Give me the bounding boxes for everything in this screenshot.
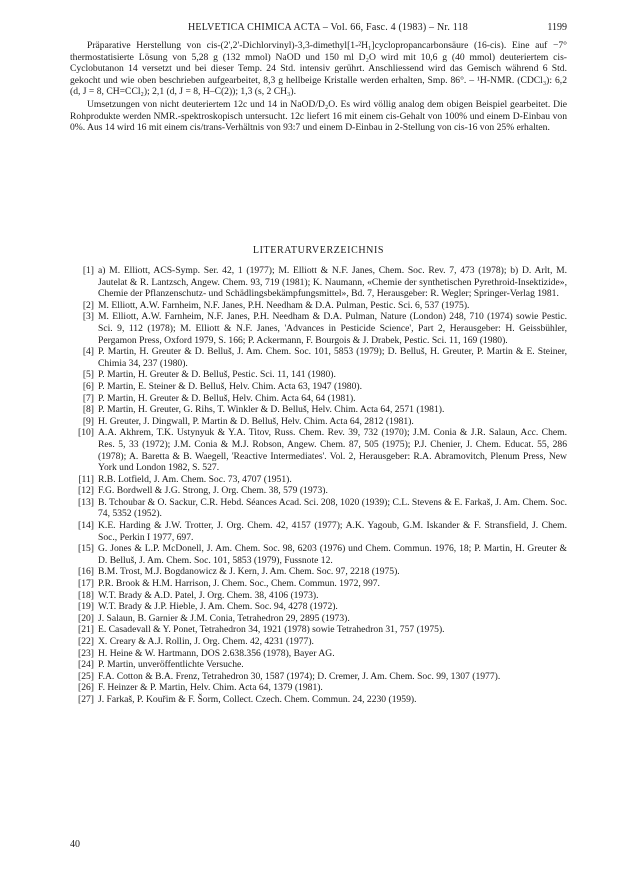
reference-number: [1] bbox=[82, 265, 94, 276]
reference-number: [4] bbox=[82, 346, 94, 358]
reference-text: F. Heinzer & P. Martin, Helv. Chim. Acta 64, 1379 (1981). bbox=[98, 682, 323, 694]
reference-number: [25] bbox=[78, 670, 94, 682]
reference-item bbox=[70, 601, 567, 613]
reference-number: [14] bbox=[78, 520, 94, 532]
reference-number: [7] bbox=[82, 392, 94, 404]
reference-number: [11] bbox=[78, 473, 94, 485]
paragraph-preparative: Präparative Herstellung von cis-(2',2'-Dichlorvinyl)-3,3-dimethyl[1-²H₁]cyclopropancarbonsäure (16-cis). Eine auf −7° thermostatisierte Lösung von 5,28 g (132 mmol) NaOD und 150 ml D₂O wird mit 10,6 g (40 mmol) deuteriertem cis-Cyclobutanon 14 versetzt und bei dieser Temp. 24 Std. intensiv gerührt. Anschliessend wird das Gemisch während 6 Std. gekocht und wie oben beschrieben aufgearbeitet, 8,3 g hellbeige Kristalle werden erhalten, Smp. 86°. – ¹H-NMR. (CDCl₃): 6,2 (d, J = 8, CH=CCl₂); 2,1 (d, J = 8, H–C(2)); 1,3 (s, 2 CH₃). bbox=[70, 40, 567, 98]
reference-text: P. Martin, H. Greuter, G. Rihs, T. Winkler & D. Belluš, Helv. Chim. Acta 64, 2571 (1981). bbox=[98, 404, 445, 416]
paragraph-reactions: Umsetzungen von nicht deuteriertem 12c und 14 in NaOD/D₂O. Es wird völlig analog dem obigen Beispiel gearbeitet. Die Rohprodukte werden NMR.-spektroskopisch untersucht. 12c liefert 16 mit einem cis-Gehalt von 100% und einem D-Einbau von 0%. Aus 14 wird 16 mit einem cis/trans-Verhältnis von 93:7 und einem D-Einbau in 2-Stellung von cis-16 von 25% erhalten. bbox=[70, 98, 567, 134]
reference-text: P. Martin, E. Steiner & D. Belluš, Helv. Chim. Acta 63, 1947 (1980). bbox=[98, 380, 362, 392]
reference-number: [9] bbox=[82, 415, 94, 427]
reference-item bbox=[70, 636, 567, 648]
running-title: HELVETICA CHIMICA ACTA – Vol. 66, Fasc. 4 (1983) – Nr. 118 bbox=[188, 22, 468, 33]
reference-item bbox=[70, 671, 567, 683]
reference-number: [19] bbox=[78, 601, 94, 613]
reference-text: W.T. Brady & A.D. Patel, J. Org. Chem. 38, 4106 (1973). bbox=[98, 589, 319, 601]
reference-number: [16] bbox=[78, 566, 94, 578]
reference-item bbox=[70, 485, 567, 497]
reference-number: [6] bbox=[82, 380, 94, 392]
reference-item bbox=[70, 311, 567, 346]
reference-text: F.G. Bordwell & J.G. Strong, J. Org. Chem. 38, 579 (1973). bbox=[98, 485, 328, 497]
reference-item bbox=[70, 300, 567, 312]
reference-item bbox=[70, 590, 567, 602]
reference-item bbox=[70, 543, 567, 566]
reference-item bbox=[70, 648, 567, 660]
reference-number: [12] bbox=[78, 485, 94, 497]
reference-item bbox=[70, 659, 567, 671]
reference-number: [3] bbox=[82, 311, 94, 323]
reference-text: P. Martin, unveröffentlichte Versuche. bbox=[98, 659, 244, 671]
reference-text: R.B. Lotfield, J. Am. Chem. Soc. 73, 4707 (1951). bbox=[98, 473, 292, 485]
reference-text: H. Greuter, J. Dingwall, P. Martin & D. Belluš, Helv. Chim. Acta 64, 2812 (1981). bbox=[98, 415, 414, 427]
reference-text: H. Heine & W. Hartmann, DOS 2.638.356 (1978), Bayer AG. bbox=[98, 647, 335, 659]
reference-text: F.A. Cotton & B.A. Frenz, Tetrahedron 30, 1587 (1974); D. Cremer, J. Am. Chem. Soc. 99, 1307 (1977). bbox=[98, 670, 501, 682]
reference-text: A.A. Akhrem, T.K. Ustynyuk & Y.A. Titov, Russ. Chem. Rev. 39, 732 (1970); J.M. Conia & J.R. Salaun, Acc. Chem. Res. 5, 33 (1972); J.M. Conia & M.J. Robson, Angew. Chem. 87, 505 (1975); P.J. Chenier, J. Chem. Educat. 55, 286 (1978); A. Baretta & B. Waegell, 'Reactive Intermediates'. Vol. 2, Herausgeber: R.A. Abramovitch, Plenum Press, New York und London 1982, S. 527. bbox=[98, 427, 567, 474]
reference-text: J. Farkaš, P. Kouřim & F. Šorm, Collect. Czech. Chem. Commun. 24, 2230 (1959). bbox=[98, 693, 417, 705]
reference-number: [10] bbox=[78, 427, 94, 439]
reference-text: J. Salaun, B. Garnier & J.M. Conia, Tetrahedron 29, 2895 (1973). bbox=[98, 612, 350, 624]
footer-number: 40 bbox=[70, 839, 80, 850]
reference-item bbox=[70, 566, 567, 578]
reference-item bbox=[70, 578, 567, 590]
reference-number: [20] bbox=[78, 612, 94, 624]
reference-item bbox=[70, 393, 567, 405]
reference-item bbox=[70, 624, 567, 636]
reference-item bbox=[70, 694, 567, 706]
reference-item bbox=[70, 613, 567, 625]
references-heading: LITERATURVERZEICHNIS bbox=[252, 245, 385, 256]
reference-text: P.R. Brook & H.M. Harrison, J. Chem. Soc., Chem. Commun. 1972, 997. bbox=[98, 578, 380, 590]
reference-text: a) M. Elliott, ACS-Symp. Ser. 42, 1 (1977); M. Elliott & N.F. Janes, Chem. Soc. Rev. 7, 473 (1978); b) D. Arlt, M. Jautelat & R. Lantzsch, Angew. Chem. 93, 719 (1981); K. Naumann, «Chemie der synthetischen Pyrethroid-Insektizide», Chemie der Pflanzenschutz- und Schädlingsbekämpfungsmittel», Bd. 7, Herausgeber: R. Wegler; Springer-Verlag 1981. bbox=[98, 265, 567, 300]
reference-text: P. Martin, H. Greuter & D. Belluš, J. Am. Chem. Soc. 101, 5853 (1979); D. Belluš, H. Greuter, P. Martin & E. Steiner, Chimia 34, 237 (1980). bbox=[98, 346, 567, 369]
reference-text: G. Jones & L.P. McDonell, J. Am. Chem. Soc. 98, 6203 (1976) und Chem. Commun. 1976, 18; P. Martin, H. Greuter & D. Belluš, J. Am. Chem. Soc. 101, 5853 (1979), Fussnote 12. bbox=[98, 543, 567, 566]
reference-text: E. Casadevall & Y. Ponet, Tetrahedron 34, 1921 (1978) sowie Tetrahedron 31, 757 (1975). bbox=[98, 624, 445, 636]
reference-item bbox=[70, 427, 567, 473]
reference-text: P. Martin, H. Greuter & D. Belluš, Pestic. Sci. 11, 141 (1980). bbox=[98, 369, 336, 381]
reference-item bbox=[70, 682, 567, 694]
reference-item bbox=[70, 381, 567, 393]
reference-item bbox=[70, 416, 567, 428]
page-number: 1199 bbox=[547, 22, 567, 33]
reference-number: [24] bbox=[78, 659, 94, 671]
reference-number: [17] bbox=[78, 578, 94, 590]
reference-number: [2] bbox=[82, 299, 94, 311]
reference-number: [18] bbox=[78, 589, 94, 601]
reference-number: [23] bbox=[78, 647, 94, 659]
reference-text: B. Tchoubar & O. Sackur, C.R. Hebd. Séances Acad. Sci. 208, 1020 (1939); C.L. Stevens & E. Farkaš, J. Am. Chem. Soc. 74, 5352 (1952). bbox=[98, 496, 567, 520]
reference-number: [26] bbox=[78, 682, 94, 694]
page-header bbox=[70, 21, 567, 35]
reference-text: P. Martin, H. Greuter & D. Belluš, Helv. Chim. Acta 64, 64 (1981). bbox=[98, 392, 356, 404]
body-text bbox=[70, 40, 567, 134]
reference-item bbox=[70, 265, 567, 300]
reference-number: [22] bbox=[78, 636, 94, 647]
reference-list bbox=[70, 265, 567, 706]
reference-text: W.T. Brady & J.P. Hieble, J. Am. Chem. Soc. 94, 4278 (1972). bbox=[98, 601, 338, 613]
reference-text: B.M. Trost, M.J. Bogdanowicz & J. Kern, J. Am. Chem. Soc. 97, 2218 (1975). bbox=[98, 566, 400, 578]
reference-item bbox=[70, 474, 567, 486]
reference-text: M. Elliott, A.W. Farnheim, N.F. Janes, P.H. Needham & D.A. Pulman, Nature (London) 248, 710 (1974) sowie Pestic. Sci. 9, 112 (1978); M. Elliott & N.F. Janes, 'Advances in Pesticide Science', Part 2, Herausgeber: H. Geissbühler, Pergamon Press, Oxford 1979, S. 166; P. Ackermann, F. Bourgois & J. Drabek, Pestic. Sci. 11, 169 (1980). bbox=[98, 311, 567, 346]
reference-item bbox=[70, 404, 567, 416]
reference-item bbox=[70, 346, 567, 369]
reference-number: [21] bbox=[78, 624, 94, 636]
reference-number: [27] bbox=[78, 693, 94, 705]
reference-text: X. Creary & A.J. Rollin, J. Org. Chem. 42, 4231 (1977). bbox=[98, 636, 314, 647]
reference-number: [13] bbox=[78, 496, 94, 508]
reference-text: K.E. Harding & J.W. Trotter, J. Org. Chem. 42, 4157 (1977); A.K. Yagoub, G.M. Iskander & F. Stransfield, J. Chem. Soc., Perkin I 1977, 697. bbox=[98, 520, 567, 543]
reference-number: [5] bbox=[82, 369, 94, 381]
reference-number: [15] bbox=[78, 543, 94, 555]
reference-item bbox=[70, 520, 567, 543]
reference-item bbox=[70, 369, 567, 381]
reference-text: M. Elliott, A.W. Farnheim, N.F. Janes, P.H. Needham & D.A. Pulman, Pestic. Sci. 6, 537 (1975). bbox=[98, 299, 470, 311]
reference-item bbox=[70, 497, 567, 520]
reference-number: [8] bbox=[82, 404, 94, 416]
